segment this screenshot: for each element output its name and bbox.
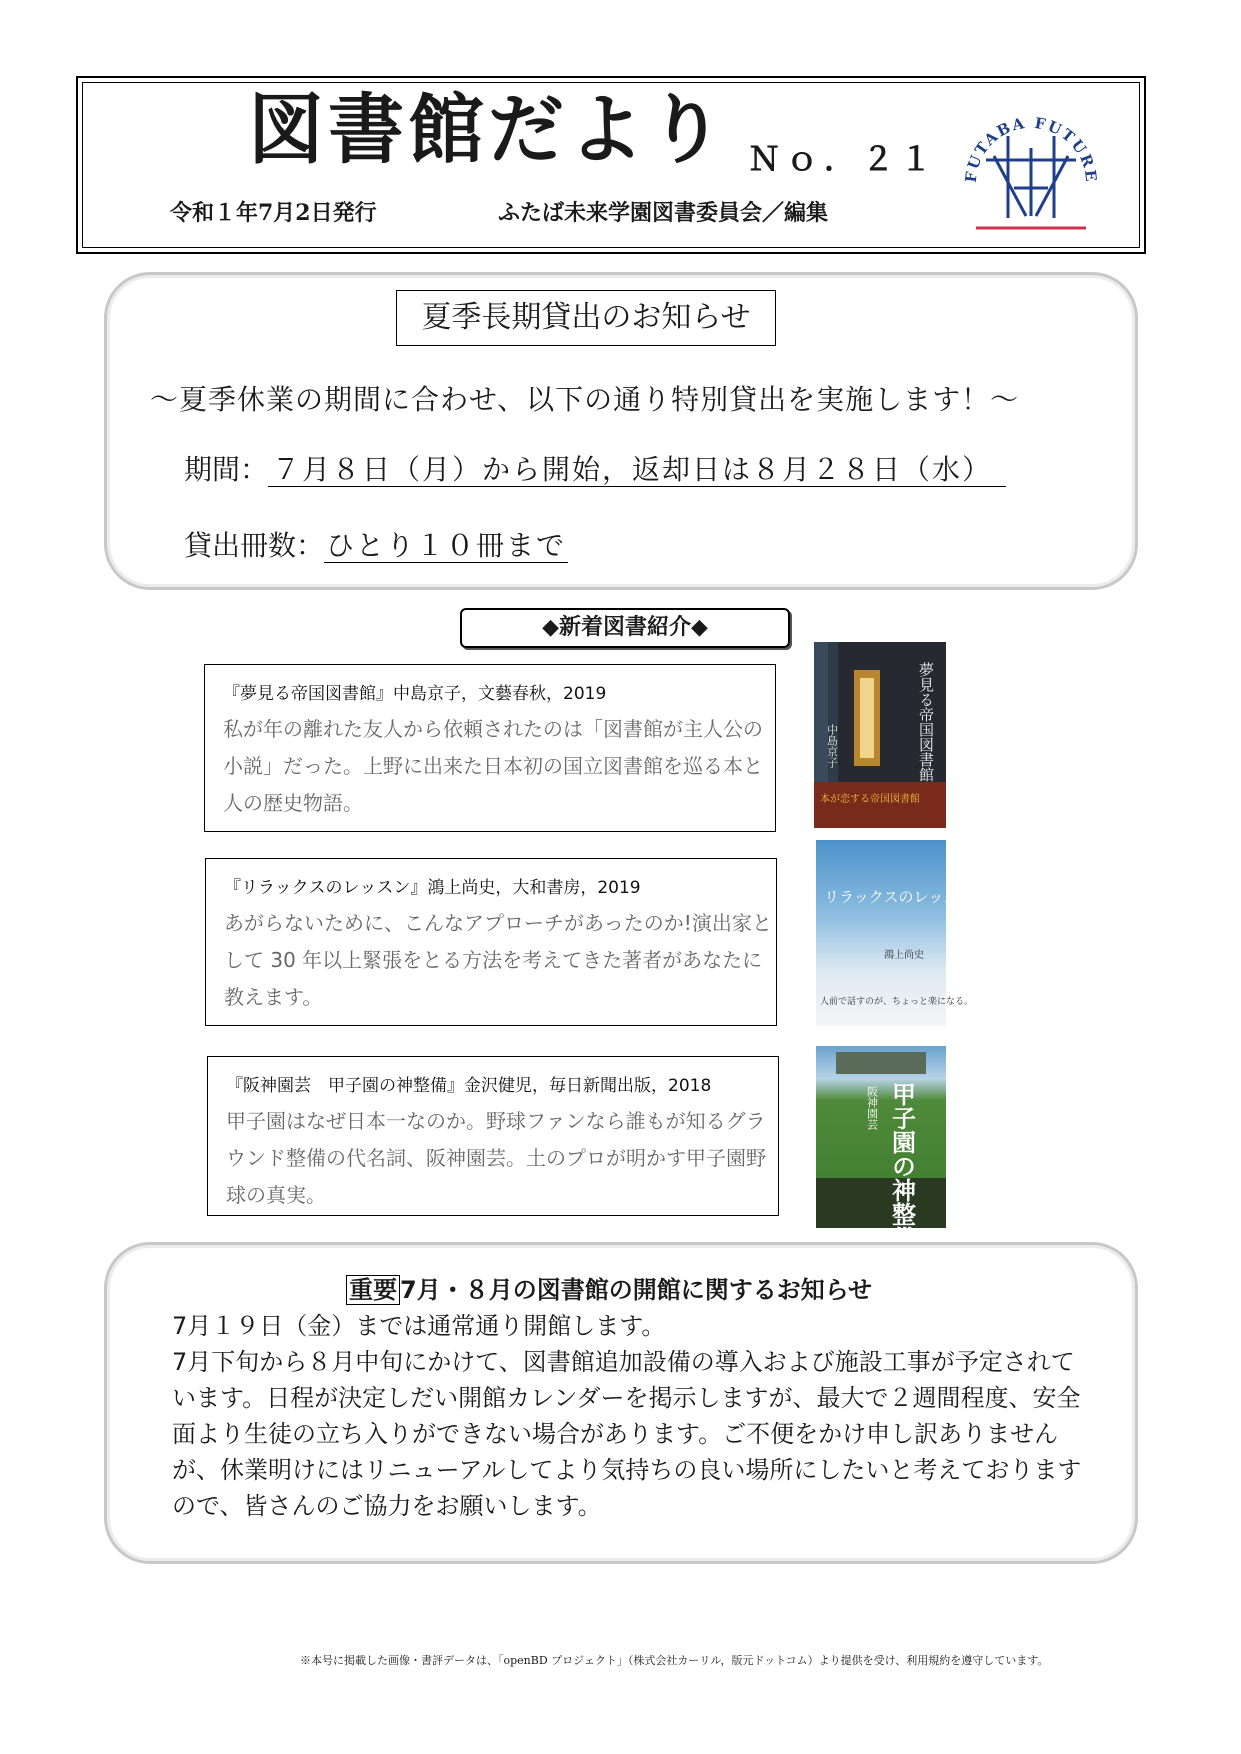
cover-title: 夢見る帝国図書館 xyxy=(917,662,935,782)
book-cover-2 xyxy=(816,840,974,1026)
svg-text:FUTABA FUTURE SCHOOL xyxy=(956,88,1100,184)
important-line: 7月下旬から８月中旬にかけて、図書館追加設備の導入および施設工事が予定されています。日程が決定しだい開館カレンダーを掲示しますが、最大で２週間程度、安全面より生徒の立ち入りができない場合があります。ご不便をかけ申し訳ありませんが、休業明けにはリニューアルしてより気持ちの良い場所にしたいと考えておりますので、皆さんのご協力をお願いします。 xyxy=(172,1348,1082,1520)
book-cover-3 xyxy=(816,1046,946,1250)
cover-author: 中島京子 xyxy=(825,724,839,768)
cover-band: 人前で話すのが、ちょっと楽になる。 xyxy=(820,997,974,1007)
period-value: ７月８日（月）から開始，返却日は８月２８日（水） xyxy=(268,453,1006,487)
important-notice-body xyxy=(172,1308,1092,1524)
notice-subtitle: ～夏季休業の期間に合わせ、以下の通り特別貸出を実施します！～ xyxy=(150,383,1020,416)
book-entry-3 xyxy=(207,1056,779,1216)
book-cover-3-art xyxy=(816,1046,946,1250)
cover-subtitle: 阪神園芸 xyxy=(865,1086,879,1130)
publication-date: 令和１年7月2日発行 xyxy=(170,200,377,226)
newsletter-header xyxy=(76,76,1146,254)
logo-text: FUTABA FUTURE xyxy=(961,113,1101,185)
lending-count xyxy=(184,524,568,564)
cover-author: 鴻上尚史 xyxy=(884,950,924,961)
new-books-heading: ◆新着図書紹介◆ xyxy=(460,608,790,648)
book-meta: 『夢見る帝国図書館』中島京子，文藝春秋，2019 xyxy=(223,684,607,704)
notice-title: 夏季長期貸出のお知らせ xyxy=(396,290,776,346)
important-title-text: 7月・８月の図書館の開館に関するお知らせ xyxy=(400,1276,872,1304)
school-logo-graphic xyxy=(956,88,1106,238)
book-cover-1-art xyxy=(814,642,946,828)
important-notice-title xyxy=(346,1270,872,1305)
book-cover-1 xyxy=(814,642,946,828)
important-tag: 重要 xyxy=(346,1275,400,1305)
important-line: 7月１９日（金）までは通常通り開館します。 xyxy=(172,1312,666,1340)
cover-band: 本が恋する帝国図書館 xyxy=(820,794,920,805)
period-label: 期間： xyxy=(184,453,269,486)
book-description: 私が年の離れた友人から依頼されたのは「図書館が主人公の小説」だった。上野に出来た日本初の国立図書館を巡る本と人の歴史物語。 xyxy=(223,717,763,815)
cover-title: 甲子園の神整備 xyxy=(887,1082,917,1250)
count-value: ひとり１０冊まで xyxy=(326,529,567,562)
lending-period xyxy=(184,448,1006,488)
school-logo xyxy=(956,88,1106,238)
book-entry-1 xyxy=(204,664,776,832)
book-meta: 『リラックスのレッスン』鴻上尚史，大和書房，2019 xyxy=(224,878,641,898)
book-description: 甲子園はなぜ日本一なのか。野球ファンなら誰もが知るグラウンド整備の代名詞、阪神園芸。土のプロが明かす甲子園野球の真実。 xyxy=(226,1109,766,1207)
count-label: 貸出冊数： xyxy=(184,529,325,562)
book-cover-2-art xyxy=(816,840,974,1026)
issue-number: Ｎｏ．２１ xyxy=(748,140,939,178)
cover-title: リラックスのレッスン xyxy=(824,888,974,906)
editor-credit: ふたば未来学園図書委員会／編集 xyxy=(498,200,829,226)
book-entry-2 xyxy=(205,858,777,1026)
footnote: ※本号に掲載した画像・書評データは、「openBD プロジェクト」（株式会社カーリル，版元ドットコム）より提供を受け、利用規約を遵守しています。 xyxy=(300,1654,1049,1667)
newsletter-title: 図書館だより xyxy=(248,85,728,174)
book-meta: 『阪神園芸 甲子園の神整備』金沢健児，毎日新聞出版，2018 xyxy=(226,1076,712,1096)
book-description: あがらないために、こんなアプローチがあったのか!演出家として 30 年以上緊張をとる方法を考えてきた著者があなたに教えます。 xyxy=(224,911,772,1009)
